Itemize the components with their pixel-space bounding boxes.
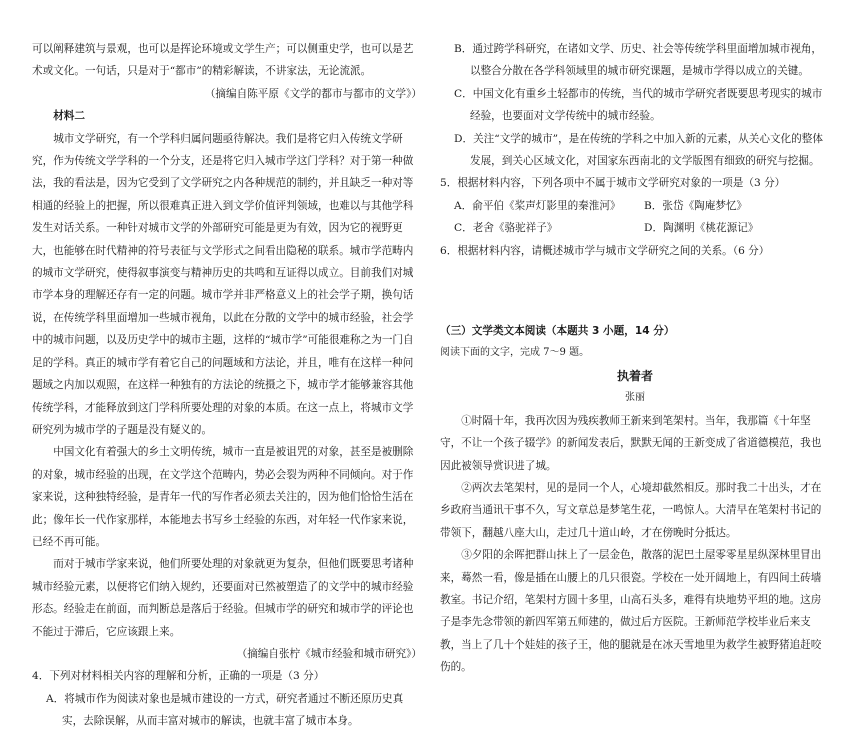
- paragraph-continued: 可以阐释建筑与景观，也可以是挥论环境或文学生产；可以侧重史学，也可以是艺术或文化。一句话，只是对于“都市”的精彩解读，不讲家法，无论流派。: [32, 43, 414, 78]
- right-column: [440, 38, 830, 679]
- answer-space: [440, 262, 830, 320]
- question-5-options-row-2: [440, 217, 830, 239]
- section-three-heading: （三）文学类文本阅读（本题共 3 小题，14 分）: [440, 325, 675, 338]
- question-6: 6．根据材料内容，请概述城市学与城市文学研究之间的关系。（6 分）: [440, 244, 770, 257]
- question-5: 5．根据材料内容，下列各项中不属于城市文学研究对象的一项是（3 分）: [440, 177, 786, 190]
- source-citation-2: （摘编自张柠《城市经验和城市研究》）: [236, 647, 422, 660]
- source-citation-1: （摘编自陈平原《文学的都市与都市的文学》）: [204, 87, 422, 100]
- question-4-option-c: C．中国文化有重乡土轻都市的传统，当代的城市学研究者既要思考现实的城市经验，也要面对文学传统中的城市经验。: [454, 87, 823, 123]
- question-5-option-d: D．陶渊明《桃花源记》: [644, 222, 759, 235]
- question-4-option-b: B．通过跨学科研究，在诸如文学、历史、社会等传统学科里面增加城市视角，以整合分散在各学科领域里的城市研究课题，是城市学得以成立的关键。: [454, 43, 822, 78]
- question-4-option-d: D．关注“文学的城市”，是在传统的学科之中加入新的元素，从关心文化的整体发展，到关心区域文化，对国家东西南北的文学版图有细致的研究与挖掘。: [454, 132, 823, 168]
- material-two-paragraph-1: 城市文学研究，有一个学科归属问题亟待解决。我们是将它归入传统文学研究，作为传统文学学科的一个分支，还是将它归入城市学这门学科？对于第一种做法，我的看法是，因为它受到了文学研究之内各种规范的制约，并且缺乏一种对等相通的经验上的把握，所以很难真正进入到文学价值评判领域，也难以与其他学科发生对话关系。一种针对城市文学的外部研究可能是更为有效，因为它的视野更大，也能够在时代精神的符号表征与文学形式之间看出隐秘的联系。城市学范畴内的城市文学研究，使得叙事演变与精神历史的共鸣和互证得以成立。目前我们对城市学本身的理解还存有一定的问题。城市学并非严格意义上的社会学子期，换句话说，在传统学科里面增加一些城市视角，以此在分散的文学中的城市经验，社会学中的城市问题，以及历史学中的城市主题，这样的“城市学”可能很难称之为一门自足的学科。真正的城市学有着它自己的问题域和方法论，并且，唯有在这样一种问题域之内加以观照，在这样一种独有的方法论的统摄之下，城市学才能够兼容其他传统学科，才能释放到这门学科所要处理的对象的本质。在这一点上，将城市文学研究列为城市学的子题是没有疑义的。: [32, 132, 414, 436]
- left-column: [32, 38, 422, 733]
- material-two-paragraph-3: 而对于城市学家来说，他们所要处理的对象就更为复杂，但他们既要思考诸种城市经验元素，以便将它们纳入规约，还要面对已然被塑造了的文学中的城市经验形态。经验走在前面，而判断总是落后于经验。但城市学的研究和城市学的评论也不能过于滞后，它应该跟上来。: [32, 558, 414, 638]
- question-4: 4．下列对材料相关内容的理解和分析，正确的一项是（3 分）: [32, 670, 325, 683]
- story-title: 执着者: [616, 368, 653, 383]
- story-paragraph-2: ②两次去笔架村，见的是同一个人，心境却截然相反。那时我二十出头，才在乡政府当通讯干事不久，写文章总是梦笔生花，一鸣惊人。大清早在笔架村书记的带领下，翻越八座大山，走过几十道山岭，才在傍晚时分抵达。: [440, 481, 822, 539]
- story-paragraph-1: ①时隔十年，我再次因为残疾教师王新来到笔架村。当年，我那篇《十年坚守，不让一个孩子辍学》的新闻发表后，默默无闻的王新变成了省道德模范，我也因此被领导赏识进了城。: [440, 414, 822, 472]
- question-5-option-b: B．张岱《陶庵梦忆》: [644, 199, 748, 212]
- question-4-option-a: A．将城市作为阅读对象也是城市建设的一方式，研究者通过不断还原历史真实，去除误解，从而丰富对城市的解读，也就丰富了城市本身。: [46, 692, 404, 728]
- story-paragraph-3: ③夕阳的余晖把群山抹上了一层金色，散落的泥巴土屋零零星星纵深林里冒出来，蓦然一看，像是插在山腰上的几只很瓷。学校在一处开阔地上，有四间土砖墙教室。书记介绍，笔架村方圆十多里，山高石头多，难得有块地势平坦的地。这房子是李先念带领的新四军第五师建的，做过后方医院。王新师范学校毕业后来支教，当上了几十个娃娃的孩子王，他的腿就是在冰天雪地里为救学生被野猪追赶咬伤的。: [440, 549, 822, 674]
- question-5-option-c: C．老舍《骆驼祥子》: [454, 222, 558, 235]
- story-author: 张丽: [625, 392, 645, 404]
- material-two-heading: 材料二: [53, 110, 85, 123]
- material-two-paragraph-2: 中国文化有着强大的乡土文明传统，城市一直是被诅咒的对象，甚至是被删除的对象，城市经验的出现，在文学这个范畴内，势必会裂为两种不同倾向。对于作家来说，这种独特经验，是青年一代的写作者必须去关注的，因为他们恰恰生活在此；像年长一代作家那样，本能地去书写乡土经验的东西，对年轻一代作家来说，已经不再可能。: [32, 446, 414, 548]
- question-5-option-a: A．俞平伯《桨声灯影里的秦淮河》: [454, 199, 621, 212]
- question-5-options-row-1: [440, 195, 830, 217]
- reading-instruction: 阅读下面的文字，完成 7～9 题。: [440, 347, 590, 359]
